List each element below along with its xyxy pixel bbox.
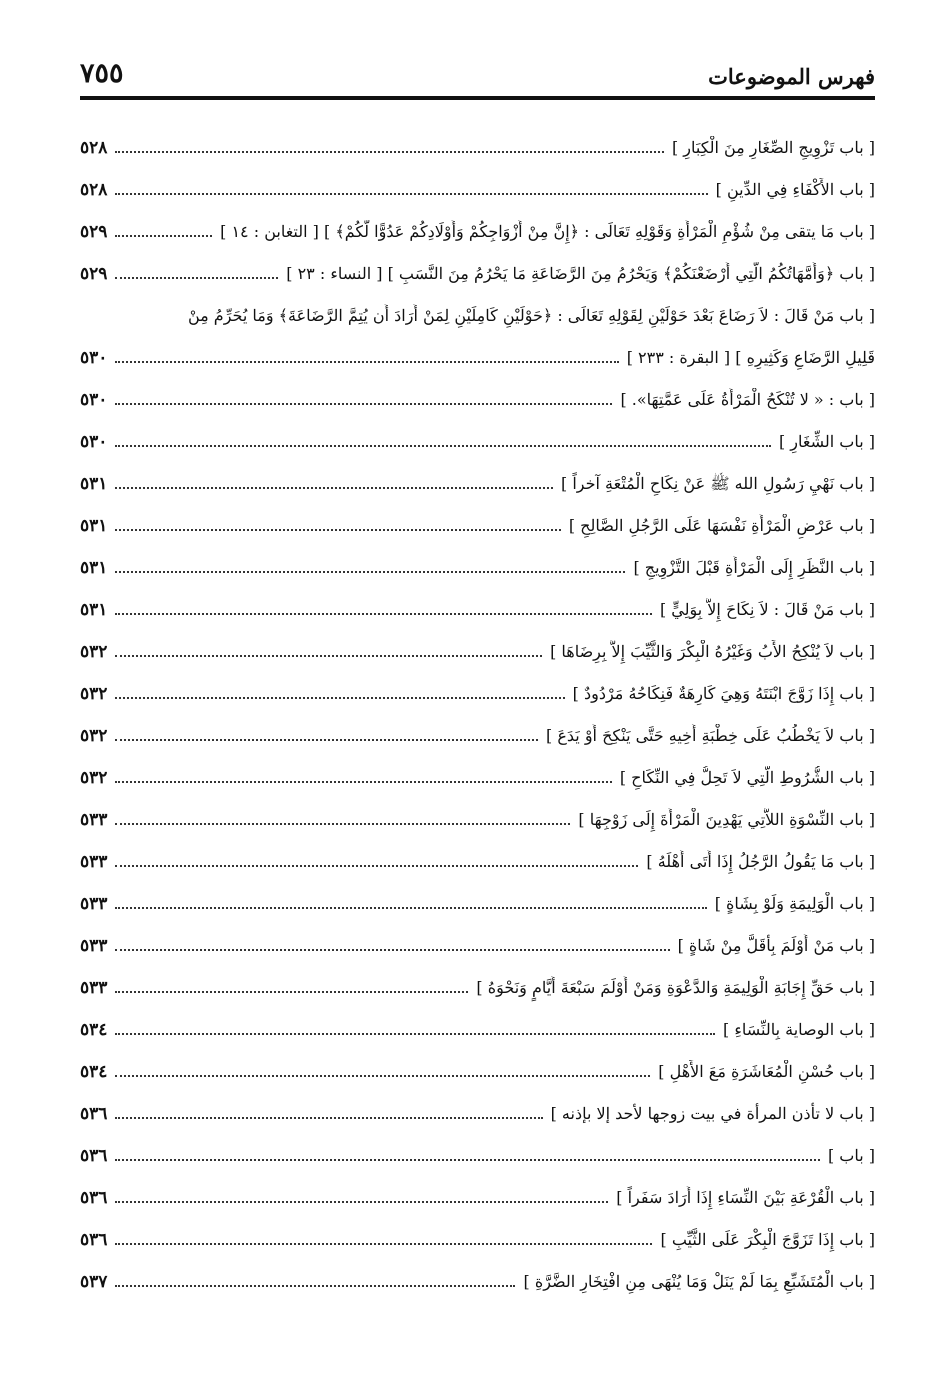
toc-entry-page: ٥٣١ [80,600,108,620]
dot-leader [115,277,278,279]
toc-entry [80,374,875,416]
toc-entry [80,878,875,920]
toc-entry-page: ٥٣٠ [80,348,108,368]
toc-entry [80,1172,875,1214]
dot-leader [115,991,468,993]
toc-entry-line2 [80,332,875,374]
toc-entry-page: ٥٣١ [80,558,108,578]
toc-entry-title: [ باب مَنْ أَوْلَمَ بِأَقَلَّ مِنْ شَاةٍ ] [677,936,875,955]
toc-entry [80,752,875,794]
toc-entry [80,1256,875,1298]
toc-entry [80,1088,875,1130]
toc-entry-page: ٥٣٤ [80,1062,108,1082]
dot-leader [115,697,564,699]
toc-entry-title: [ باب لا تأذن المرأة في بيت زوجها لأحد إلا بإذنه ] [550,1104,875,1123]
table-of-contents [80,122,875,1298]
page-number: ٧٥٥ [80,58,124,89]
toc-entry-title: [ باب عَرْضِ الْمَرْأَةِ نَفْسَهَا عَلَى الرَّجُلِ الصَّالِحِ ] [568,516,875,535]
toc-entry [80,122,875,164]
dot-leader [115,907,706,909]
toc-entry-title-line2: قَلِيلِ الرَّضَاعِ وَكَثِيرِهِ ] [ البقرة : ٢٣٣ ] [626,348,875,367]
toc-entry [80,458,875,500]
dot-leader [115,1243,652,1245]
toc-entry-page: ٥٢٨ [80,138,108,158]
dot-leader [115,781,611,783]
dot-leader [115,1033,715,1035]
toc-entry-title: [ باب ] [827,1146,875,1165]
toc-entry [80,1046,875,1088]
header-divider [80,96,875,100]
toc-entry [80,794,875,836]
toc-entry-title: [ باب الوصاية بِالنِّسَاءِ ] [723,1020,875,1039]
toc-entry-title-line1: [ باب مَنْ قَالَ : لاَ رَضَاعَ بَعْدَ حَوْلَيْنِ لِقَوْلِهِ تَعَالَى : ﴿حَوْلَيْنِ كَامِلَيْنِ لِمَنْ أَرَادَ أَن يُتِمَّ الرَّضَاعَةَ﴾ وَمَا يُحَرِّمُ مِنْ [187,306,875,325]
dot-leader [115,949,669,951]
toc-entry-page: ٥٣٠ [80,432,108,452]
toc-entry-title: [ باب : « لا تُنْكَحُ الْمَرْأَةُ عَلَى عَمَّتِهَا». ] [620,390,875,409]
dot-leader [115,487,553,489]
toc-entry-page: ٥٣٦ [80,1188,108,1208]
toc-entry-title: [ باب الْقُرْعَةِ بَيْنَ النِّسَاءِ إِذَا أَرَادَ سَفَراً ] [616,1188,875,1207]
toc-entry-title: [ باب النَّظَرِ إِلَى الْمَرْأَةِ قَبْلَ التَّزْوِيجِ ] [633,558,875,577]
toc-entry [80,962,875,1004]
dot-leader [115,193,707,195]
toc-entry-page: ٥٣٢ [80,642,108,662]
toc-entry [80,710,875,752]
dot-leader [115,445,771,447]
toc-entry-title: [ باب النِّسْوَةِ اللاَّتِي يَهْدِينَ الْمَرْأَةَ إِلَى زَوْجِهَا ] [578,810,875,829]
toc-entry-page: ٥٣٣ [80,978,108,998]
dot-leader [115,655,542,657]
toc-entry-title: [ باب مَا يَقُولُ الرَّجُلُ إِذَا أَتَى أَهْلَهُ ] [646,852,875,871]
toc-entry-title: [ باب الْوَلِيمَةِ وَلَوْ بِشَاةٍ ] [714,894,875,913]
toc-entry-multiline [80,290,875,374]
toc-entry-page: ٥٣١ [80,516,108,536]
dot-leader [115,361,618,363]
toc-entry-page: ٥٣٦ [80,1104,108,1124]
toc-entry-page: ٥٣٤ [80,1020,108,1040]
toc-entry [80,206,875,248]
dot-leader [115,529,560,531]
toc-entry-title: [ باب تَزْوِيجِ الصِّغَارِ مِنَ الْكِبَارِ ] [671,138,875,157]
document-page [80,0,875,1381]
toc-entry-title: [ باب ﴿وَأُمَّهَاتُكُمُ الَّتِي أَرْضَعْنَكُمْ﴾ وَيَحْرُمُ مِنَ الرَّضَاعَةِ مَا يَحْرُمُ مِنَ النَّسَبِ ] [ النساء : ٢٣ ] [286,264,875,283]
toc-entry-title: [ باب حُسْنِ الْمُعَاشَرَةِ مَعَ الأَهْلِ ] [658,1062,875,1081]
dot-leader [115,403,612,405]
toc-entry-page: ٥٣٦ [80,1146,108,1166]
toc-entry [80,920,875,962]
toc-entry-title: [ باب لاَ يَخْطُبُ عَلَى خِطْبَةِ أَخِيهِ حَتَّى يَنْكِحَ أَوْ يَدَعَ ] [546,726,875,745]
toc-entry [80,626,875,668]
toc-entry-title: [ باب الأَكْفَاءِ فِي الدِّينِ ] [715,180,875,199]
toc-entry-page: ٥٢٩ [80,222,108,242]
toc-entry-page: ٥٣٢ [80,726,108,746]
toc-entry-title: [ باب الشُّرُوطِ الَّتِي لاَ تَحِلُّ فِي النِّكَاحِ ] [619,768,875,787]
dot-leader [115,571,625,573]
dot-leader [115,739,538,741]
dot-leader [115,235,212,237]
page-title: فهرس الموضوعات [708,64,875,89]
toc-entry [80,248,875,290]
dot-leader [115,1201,608,1203]
dot-leader [115,1117,542,1119]
toc-entry [80,1130,875,1172]
toc-entry-title: [ باب مَا يتقى مِنْ شُؤْمِ الْمَرْأَةِ وَقَوْلِهِ تَعَالَى : ﴿إِنَّ مِنْ أَزْوَاجِكُمْ وَأَوْلَادِكُمْ عَدُوًّا لَّكُمْ﴾ ] [ التغابن : ١٤ ] [220,222,875,241]
page-header [80,58,875,92]
toc-entry [80,164,875,206]
toc-entry [80,1004,875,1046]
toc-entry-title: [ باب حَقِّ إِجَابَةِ الْوَلِيمَةِ وَالدَّعْوَةِ وَمَنْ أَوْلَمَ سَبْعَةَ أَيَّامٍ وَنَحْوَهُ ] [476,978,875,997]
toc-entry [80,836,875,878]
toc-entry [80,500,875,542]
toc-entry [80,584,875,626]
toc-entry-page: ٥٣٠ [80,390,108,410]
dot-leader [115,151,664,153]
toc-entry-page: ٥٣١ [80,474,108,494]
toc-entry [80,542,875,584]
toc-entry-title: [ باب إِذَا تَزَوَّجَ الْبِكْرَ عَلَى الثَّيِّبِ ] [660,1230,875,1249]
dot-leader [115,823,570,825]
toc-entry-page: ٥٣٣ [80,936,108,956]
dot-leader [115,1075,650,1077]
toc-entry-page: ٥٣٣ [80,852,108,872]
toc-entry-title: [ باب الشِّغَارِ ] [778,432,875,451]
toc-entry-page: ٥٣٦ [80,1230,108,1250]
dot-leader [115,865,638,867]
toc-entry [80,1214,875,1256]
toc-entry-page: ٥٣٢ [80,684,108,704]
toc-entry-page: ٥٣٧ [80,1272,108,1292]
toc-entry-page: ٥٣٢ [80,768,108,788]
toc-entry-title: [ باب مَنْ قَالَ : لاَ نِكَاحَ إِلاَّ بِوَلِيٍّ ] [659,600,875,619]
toc-entry-title: [ باب نَهْيِ رَسُولِ الله ﷺ عَنْ نِكَاحِ الْمُتْعَةِ آخراً ] [561,474,875,493]
toc-entry-page: ٥٣٣ [80,810,108,830]
toc-entry-page: ٥٢٨ [80,180,108,200]
dot-leader [115,1285,515,1287]
toc-entry-title: [ باب الْمُتَشَبِّعِ بِمَا لَمْ يَنَلْ وَمَا يُنْهَى مِنِ افْتِخَارِ الضَّرَّةِ ] [523,1272,875,1291]
toc-entry [80,668,875,710]
toc-entries-list [80,374,875,1298]
toc-entry-page: ٥٢٩ [80,264,108,284]
toc-entry-page: ٥٣٣ [80,894,108,914]
dot-leader [115,1159,820,1161]
dot-leader [115,613,652,615]
toc-entry-title: [ باب لاَ يُنْكِحُ الأَبُ وَغَيْرُهُ الْبِكْرَ وَالثَّيِّبَ إِلاَّ بِرِضَاهَا ] [550,642,875,661]
toc-entry-title: [ باب إِذَا زَوَّجَ ابْنَتَهُ وَهِيَ كَارِهَةٌ فَنِكَاحُهُ مَرْدُودٌ ] [572,684,875,703]
toc-entry [80,416,875,458]
